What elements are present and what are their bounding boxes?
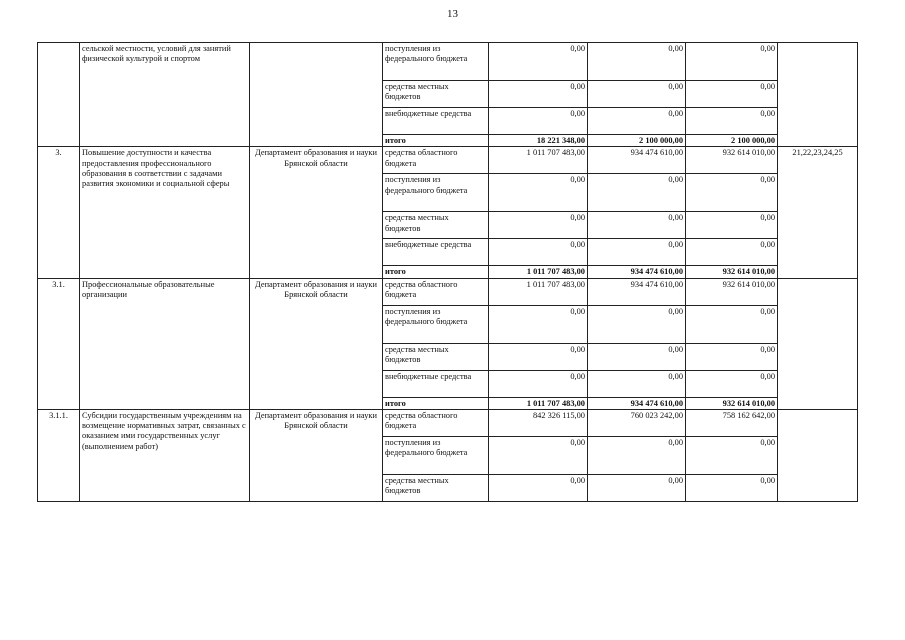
funding-source: средства местных бюджетов: [383, 474, 489, 501]
table-body: [38, 43, 858, 502]
amount-year-3: 932 614 010,00: [686, 397, 778, 409]
item-number: 3.1.1.: [38, 409, 80, 501]
funding-source: средства местных бюджетов: [383, 343, 489, 370]
funding-source: поступления из федерального бюджета: [383, 436, 489, 474]
item-name: сельской местности, условий для занятий физической культурой и спортом: [80, 43, 250, 147]
amount-year-2: 0,00: [588, 370, 686, 397]
amount-year-2: 934 474 610,00: [588, 278, 686, 305]
amount-year-1: 0,00: [489, 81, 588, 108]
funding-source: итого: [383, 135, 489, 147]
amount-year-3: 0,00: [686, 305, 778, 343]
amount-year-3: 0,00: [686, 212, 778, 239]
funding-source: внебюджетные средства: [383, 239, 489, 266]
responsible-executor: Департамент образования и науки Брянской области: [250, 278, 383, 409]
amount-year-1: 0,00: [489, 474, 588, 501]
amount-year-3: 0,00: [686, 239, 778, 266]
amount-year-2: 0,00: [588, 212, 686, 239]
responsible-executor: Департамент образования и науки Брянской области: [250, 147, 383, 278]
amount-year-2: 2 100 000,00: [588, 135, 686, 147]
amount-year-2: 0,00: [588, 81, 686, 108]
amount-year-2: 0,00: [588, 43, 686, 81]
responsible-executor: Департамент образования и науки Брянской области: [250, 409, 383, 501]
amount-year-3: 0,00: [686, 108, 778, 135]
amount-year-1: 0,00: [489, 305, 588, 343]
table-row: [38, 43, 858, 81]
amount-year-1: 1 011 707 483,00: [489, 266, 588, 278]
page-number: 13: [447, 8, 458, 20]
amount-year-2: 760 023 242,00: [588, 409, 686, 436]
related-tasks: [778, 278, 858, 409]
amount-year-3: 0,00: [686, 370, 778, 397]
amount-year-3: 0,00: [686, 343, 778, 370]
table-row: [38, 409, 858, 436]
amount-year-1: 0,00: [489, 370, 588, 397]
amount-year-1: 18 221 348,00: [489, 135, 588, 147]
amount-year-1: 1 011 707 483,00: [489, 397, 588, 409]
item-name: Профессиональные образовательные организации: [80, 278, 250, 409]
funding-source: средства местных бюджетов: [383, 81, 489, 108]
related-tasks: [778, 43, 858, 147]
related-tasks: 21,22,23,24,25: [778, 147, 858, 278]
amount-year-1: 1 011 707 483,00: [489, 147, 588, 174]
amount-year-2: 0,00: [588, 239, 686, 266]
item-name: Субсидии государственным учреждениям на возмещение нормативных затрат, связанных с оказанием ими государственных услуг (выполнением работ): [80, 409, 250, 501]
amount-year-2: 0,00: [588, 174, 686, 212]
amount-year-1: 0,00: [489, 212, 588, 239]
amount-year-1: 842 326 115,00: [489, 409, 588, 436]
funding-source: средства местных бюджетов: [383, 212, 489, 239]
amount-year-3: 2 100 000,00: [686, 135, 778, 147]
amount-year-2: 934 474 610,00: [588, 147, 686, 174]
amount-year-2: 0,00: [588, 343, 686, 370]
table-row: [38, 147, 858, 174]
amount-year-3: 0,00: [686, 81, 778, 108]
amount-year-1: 1 011 707 483,00: [489, 278, 588, 305]
item-number: 3.1.: [38, 278, 80, 409]
amount-year-2: 934 474 610,00: [588, 266, 686, 278]
amount-year-3: 932 614 010,00: [686, 278, 778, 305]
funding-source: внебюджетные средства: [383, 108, 489, 135]
amount-year-1: 0,00: [489, 43, 588, 81]
amount-year-3: 932 614 010,00: [686, 266, 778, 278]
funding-source: итого: [383, 397, 489, 409]
amount-year-1: 0,00: [489, 174, 588, 212]
funding-source: средства областного бюджета: [383, 409, 489, 436]
amount-year-2: 934 474 610,00: [588, 397, 686, 409]
funding-source: внебюджетные средства: [383, 370, 489, 397]
item-name: Повышение доступности и качества предоставления профессионального образования в соответствии с задачами развития экономики и социальной сферы: [80, 147, 250, 278]
amount-year-2: 0,00: [588, 474, 686, 501]
amount-year-2: 0,00: [588, 305, 686, 343]
amount-year-3: 758 162 642,00: [686, 409, 778, 436]
amount-year-2: 0,00: [588, 436, 686, 474]
amount-year-2: 0,00: [588, 108, 686, 135]
item-number: [38, 43, 80, 147]
amount-year-1: 0,00: [489, 436, 588, 474]
amount-year-3: 0,00: [686, 436, 778, 474]
amount-year-3: 0,00: [686, 43, 778, 81]
funding-source: итого: [383, 266, 489, 278]
funding-source: поступления из федерального бюджета: [383, 305, 489, 343]
amount-year-1: 0,00: [489, 343, 588, 370]
amount-year-1: 0,00: [489, 239, 588, 266]
amount-year-1: 0,00: [489, 108, 588, 135]
budget-table: [37, 42, 858, 502]
funding-source: поступления из федерального бюджета: [383, 43, 489, 81]
amount-year-3: 0,00: [686, 174, 778, 212]
item-number: 3.: [38, 147, 80, 278]
related-tasks: [778, 409, 858, 501]
table-row: [38, 278, 858, 305]
amount-year-3: 0,00: [686, 474, 778, 501]
responsible-executor: [250, 43, 383, 147]
funding-source: поступления из федерального бюджета: [383, 174, 489, 212]
amount-year-3: 932 614 010,00: [686, 147, 778, 174]
funding-source: средства областного бюджета: [383, 147, 489, 174]
funding-source: средства областного бюджета: [383, 278, 489, 305]
